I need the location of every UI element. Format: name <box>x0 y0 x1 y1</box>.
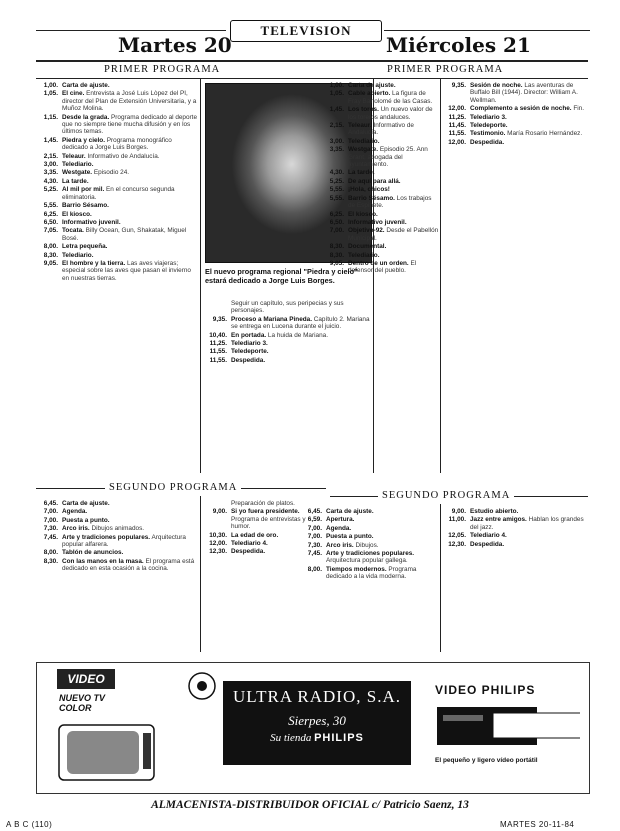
programme-entry <box>300 533 438 540</box>
programme-time: 8,00. <box>43 243 58 251</box>
programme-description: Informativo de Andalucía. <box>85 152 160 160</box>
programme-name: Cable abierto. <box>348 90 391 98</box>
programme-name: Telediario 4. <box>470 532 507 540</box>
wednesday-night-programme <box>444 82 588 147</box>
programme-time: 6,25. <box>43 210 58 218</box>
programme-entry <box>205 316 370 331</box>
photo-caption: El nuevo programa regional "Piedra y cielo" estará dedicado a Jorge Luis Borges. <box>205 267 358 285</box>
programme-name: Despedida. <box>470 540 505 548</box>
programme-description: Programa dedicado al deporte que no siempre tiene mucha difusión y en los últimos temas. <box>62 113 197 136</box>
programme-entry <box>36 169 198 176</box>
programme-time: 5,25. <box>329 177 344 185</box>
programme-entry <box>36 260 198 282</box>
programme-name: En portada. <box>231 331 267 339</box>
programme-time: 4,30. <box>329 169 344 177</box>
programme-description: Billy Ocean, Gun, Shakatak, Miguel Bosé. <box>62 227 187 242</box>
programme-description: Programa monográfico dedicado a Jorge Luis Borges. <box>62 136 172 152</box>
programme-time: 3,35. <box>329 146 344 154</box>
programme-time: 1,00. <box>43 82 58 89</box>
programme-time: 12,00. <box>209 540 227 548</box>
section-primer-right: PRIMER PROGRAMA <box>383 64 507 75</box>
programme-name: Objetivo-92. <box>348 227 385 235</box>
wednesday-first-programme <box>322 82 439 276</box>
programme-entry <box>205 348 370 355</box>
programme-name: Tiempos modernos. <box>326 565 387 573</box>
programme-entry <box>36 178 198 185</box>
programme-name: Teleaur. <box>62 152 86 160</box>
programme-entry <box>300 542 438 549</box>
programme-entry <box>322 195 439 210</box>
programme-entry <box>322 227 439 242</box>
programme-name: Despedida. <box>470 138 505 146</box>
programme-time: 7,45. <box>43 533 58 541</box>
programme-description: En el concurso segunda eliminatoria. <box>62 186 175 201</box>
programme-time: 10,40. <box>209 331 227 339</box>
programme-entry <box>36 137 198 152</box>
programme-description: La huida de Mariana. <box>266 331 328 339</box>
day-title-right: Miércoles 21 <box>386 33 531 57</box>
programme-name: Arco iris. <box>326 541 354 549</box>
programme-entry <box>322 252 439 259</box>
programme-description: Entrevista a José Luis Lòpez del PI, director del Plan de Extensión Universitaria, y a Muñoz Molina. <box>62 90 197 113</box>
programme-time: 1,45. <box>329 106 344 114</box>
programme-time: 10,30. <box>209 531 227 539</box>
programme-time: 5,55. <box>329 194 344 202</box>
programme-name: Proceso a Mariana Pineda. <box>231 315 312 323</box>
programme-entry <box>36 153 198 160</box>
programme-time: 3,35. <box>43 169 58 177</box>
programme-name: Agenda. <box>62 508 88 516</box>
programme-entry <box>36 161 198 168</box>
programme-description: Capítulo 2. Mariana se entrega en Lucena durante el juicio. <box>231 315 370 331</box>
programme-time: 1,05. <box>329 90 344 98</box>
programme-time: 12,30. <box>448 540 466 548</box>
programme-name: Complemento a sesión de noche. <box>470 105 572 113</box>
programme-entry <box>322 90 439 105</box>
programme-description: Episodio 25. Ann Grant, abogada del ayuntamiento. <box>348 146 428 169</box>
programme-entry <box>444 114 588 121</box>
programme-entry <box>322 106 439 121</box>
programme-name: La tarde. <box>62 177 89 185</box>
programme-time: 11,55. <box>448 130 466 138</box>
programme-name: Informativo juvenil. <box>348 218 407 226</box>
programme-entry <box>205 300 370 315</box>
programme-description: Las aventuras de Buffalo Bill (1944). Director: William A. Wellman. <box>470 82 578 104</box>
programme-entry <box>322 122 439 137</box>
programme-time: 6,50. <box>329 218 344 226</box>
programme-name: Westgate. <box>348 146 379 154</box>
programme-name: La edad de oro. <box>231 531 279 539</box>
programme-entry <box>322 146 439 168</box>
programme-time: 7,30. <box>43 525 58 533</box>
programme-entry <box>444 82 588 104</box>
programme-entry <box>322 260 439 275</box>
programme-name: El kiosco. <box>62 210 92 218</box>
programme-name: Arco iris. <box>62 525 90 533</box>
programme-time: 8,30. <box>43 557 58 565</box>
programme-entry <box>36 252 198 259</box>
programme-entry <box>36 202 198 209</box>
programme-time: 9,00. <box>212 508 227 516</box>
programme-time: 1,15. <box>43 113 58 121</box>
programme-time: 11,00. <box>448 516 466 524</box>
ultra-radio-name: ULTRA RADIO, S.A. <box>233 687 401 706</box>
programme-description: El defensor del pueblo. <box>348 259 417 275</box>
programme-time: 3,00. <box>43 161 58 169</box>
programme-time: 5,55. <box>43 202 58 210</box>
programme-entry <box>300 566 438 581</box>
tienda-label: Su tienda <box>270 732 312 744</box>
programme-time: 8,30. <box>329 243 344 251</box>
programme-description: Las aves viajeras; especial sobre las aves que pasan el invierno en nuestras tierras. <box>62 259 191 282</box>
programme-description: Programa dedicado a la vida moderna. <box>326 565 417 581</box>
programme-description: Episodio 24. <box>92 169 130 177</box>
programme-time: 1,00. <box>329 82 344 89</box>
video-philips-title: VIDEO PHILIPS <box>435 683 536 697</box>
programme-entry <box>444 516 588 531</box>
programme-name: Arte y tradiciones populares. <box>62 533 151 541</box>
programme-name: Telediario 3. <box>231 340 268 348</box>
programme-time: 8,00. <box>307 565 322 573</box>
programme-name: Desde la grada. <box>62 113 110 121</box>
programme-name: Telediario. <box>348 137 380 145</box>
programme-entry <box>36 517 198 524</box>
programme-entry <box>322 178 439 185</box>
programme-name: Carta de ajuste. <box>348 82 396 89</box>
programme-time: 11,25. <box>448 113 466 121</box>
programme-name: Carta de ajuste. <box>326 508 374 515</box>
programme-time: 5,25. <box>43 186 58 194</box>
programme-name: Jazz entre amigos. <box>470 516 527 524</box>
video-logo: VIDEO <box>57 669 115 689</box>
programme-name: Apertura. <box>326 516 355 524</box>
programme-description: Seguir un capítulo, sus peripecias y sus personajes. <box>231 300 344 315</box>
programme-entry <box>300 525 438 532</box>
programme-time: 8,30. <box>329 251 344 259</box>
programme-time: 7,00. <box>307 533 322 541</box>
store-address: Sierpes, 30 <box>288 713 346 728</box>
programme-name: Arte y tradiciones populares. <box>326 550 415 558</box>
programme-time: 6,25. <box>329 210 344 218</box>
programme-name: Sesión de noche. <box>470 82 523 89</box>
programme-time: 11,55. <box>209 356 227 364</box>
programme-name: Letra pequeña. <box>62 243 108 251</box>
programme-entry <box>36 186 198 201</box>
programme-description: Un nuevo valor de los toreros andaluces. <box>348 106 433 121</box>
programme-entry <box>36 525 198 532</box>
programme-name: Dentro de un orden. <box>348 259 409 267</box>
programme-time: 1,05. <box>43 90 58 98</box>
programme-entry <box>36 549 198 556</box>
programme-name: Testimonio. <box>470 130 506 138</box>
programme-entry <box>444 532 588 539</box>
programme-description: Hablan los grandes del jazz. <box>470 516 584 531</box>
programme-time: 12,05. <box>448 532 466 540</box>
programme-time: 2,15. <box>329 122 344 130</box>
programme-name: Puesta a punto. <box>326 533 374 541</box>
programme-entry <box>322 138 439 145</box>
programme-time: 7,00. <box>43 516 58 524</box>
programme-description: Desde el Pabellón Municipal. <box>348 227 439 242</box>
section-segundo-left: SEGUNDO PROGRAMA <box>105 482 241 493</box>
programme-description: Arquitectura popular alfarera. <box>62 533 186 549</box>
programme-entry <box>205 332 370 339</box>
day-title-left: Martes 20 <box>118 33 232 57</box>
tuesday-first-programme <box>36 82 198 283</box>
programme-time: 12,00. <box>448 105 466 113</box>
programme-name: Al mil por mil. <box>62 186 105 194</box>
programme-entry <box>36 90 198 112</box>
programme-name: Si yo fuera presidente. <box>231 508 300 516</box>
programme-description: Dibujos. <box>353 541 379 549</box>
vcr-icon <box>435 703 580 753</box>
programme-time: 11,45. <box>448 122 466 130</box>
tv-set-icon <box>57 721 187 785</box>
programme-name: El cine. <box>62 90 85 98</box>
programme-description: Los trabajos de Espinete. <box>348 194 432 210</box>
philips-brand: PHILIPS <box>314 732 364 744</box>
tuesday-evening-programme <box>205 300 370 365</box>
nuevo-tv-color: NUEVO TV COLOR <box>59 693 106 713</box>
crest-icon <box>187 669 217 703</box>
programme-entry <box>444 130 588 137</box>
programme-entry <box>36 558 198 573</box>
programme-time: 7,00. <box>307 524 322 532</box>
programme-time: 8,30. <box>43 251 58 259</box>
wednesday-second-programme <box>300 508 438 582</box>
programme-name: Barrio Sésamo. <box>62 202 109 210</box>
programme-description: Dibujos animados. <box>89 525 145 533</box>
programme-name: Piedra y cielo. <box>62 136 105 144</box>
programme-name: El hombre y la tierra. <box>62 259 126 267</box>
programme-name: Telediario 3. <box>470 113 507 121</box>
programme-name: Telediario. <box>62 251 94 259</box>
programme-entry <box>300 516 438 523</box>
programme-entry <box>300 550 438 565</box>
programme-description: Programa de entrevistas y humor. <box>231 515 306 531</box>
programme-name: Despedida. <box>231 548 266 556</box>
advertisement <box>36 662 590 794</box>
programme-time: 7,00. <box>329 227 344 235</box>
programme-entry <box>322 82 439 89</box>
programme-name: Carta de ajuste. <box>62 82 110 89</box>
programme-entry <box>444 541 588 548</box>
programme-description: Preparación de platos. <box>231 500 295 507</box>
programme-entry <box>36 219 198 226</box>
programme-name: Estudio abierto. <box>470 508 519 515</box>
programme-description: Informativo de Andalucía. <box>348 122 414 137</box>
programme-name: Los toros. <box>348 106 379 114</box>
programme-entry <box>444 105 588 112</box>
programme-time: 9,05. <box>43 259 58 267</box>
programme-name: Telediario 4. <box>231 540 268 548</box>
programme-entry <box>205 500 325 507</box>
programme-time: 6,45. <box>307 508 322 515</box>
programme-entry <box>36 243 198 250</box>
programme-time: 1,45. <box>43 136 58 144</box>
programme-time: 7,30. <box>307 541 322 549</box>
programme-time: 5,55. <box>329 186 344 194</box>
programme-name: Documental. <box>348 243 387 251</box>
page-footer-left: A B C (110) <box>6 820 53 829</box>
programme-name: El kiosco. <box>348 210 378 218</box>
programme-name: Tablón de anuncios. <box>62 549 124 557</box>
programme-time: 3,00. <box>329 137 344 145</box>
programme-time: 6,59. <box>307 516 322 524</box>
programme-entry <box>36 82 198 89</box>
programme-entry <box>300 508 438 515</box>
programme-entry <box>36 211 198 218</box>
programme-name: De aquí para allá. <box>348 177 401 185</box>
programme-time <box>205 500 231 507</box>
programme-name: Tocata. <box>62 227 84 235</box>
programme-time: 9,05. <box>329 259 344 267</box>
ultra-radio-box <box>223 681 411 765</box>
programme-entry <box>36 500 198 507</box>
programme-description: María Rosario Hernández. <box>505 130 583 138</box>
programme-name: Barrio Sésamo. <box>348 194 395 202</box>
programme-time: 8,00. <box>43 549 58 557</box>
programme-name: Westgate. <box>62 169 93 177</box>
programme-time: 7,00. <box>43 508 58 516</box>
programme-name: Con las manos en la masa. <box>62 557 144 565</box>
programme-time: 9,00. <box>451 508 466 515</box>
programme-entry <box>444 139 588 146</box>
programme-time: 4,30. <box>43 177 58 185</box>
programme-name: Informativo juvenil. <box>62 218 121 226</box>
programme-entry <box>36 227 198 242</box>
programme-entry <box>322 243 439 250</box>
programme-time: 9,35. <box>212 315 227 323</box>
programme-entry <box>205 357 370 364</box>
programme-name: Teledeporte. <box>231 348 269 356</box>
programme-description: La figura de Fray Bartolomé de las Casas. <box>348 90 433 105</box>
programme-name: Puesta a punto. <box>62 516 110 524</box>
section-segundo-right: SEGUNDO PROGRAMA <box>378 490 514 501</box>
programme-time: 9,35. <box>451 82 466 89</box>
programme-entry <box>444 122 588 129</box>
programme-name: ¡Hola, chicos! <box>348 186 390 194</box>
programme-time: 11,25. <box>209 340 227 348</box>
programme-name: Teleaur. <box>348 122 372 130</box>
programme-name: Telediario. <box>62 161 94 169</box>
programme-description: Arquitectura popular gallega. <box>326 557 408 565</box>
section-title: TELEVISION <box>230 20 382 42</box>
programme-description: El programa está dedicado en esta ocasión a la cocina. <box>62 557 195 573</box>
programme-entry <box>36 508 198 515</box>
programme-entry <box>36 534 198 549</box>
video-tagline: El pequeño y ligero vídeo portátil <box>435 757 538 764</box>
programme-time: 6,45. <box>43 500 58 507</box>
programme-time: 2,15. <box>43 152 58 160</box>
programme-name: Carta de ajuste. <box>62 500 110 507</box>
programme-time: 7,05. <box>43 227 58 235</box>
programme-entry <box>322 219 439 226</box>
programme-name: Despedida. <box>231 356 266 364</box>
programme-time: 12,30. <box>209 548 227 556</box>
wednesday-second-programme-late <box>444 508 588 549</box>
programme-name: Agenda. <box>326 524 352 532</box>
programme-description: Fin. <box>571 105 584 113</box>
programme-name: La tarde. <box>348 169 375 177</box>
programme-name: Telediario. <box>348 251 380 259</box>
tuesday-second-programme <box>36 500 198 574</box>
programme-time: 12,00. <box>448 138 466 146</box>
programme-time: 11,55. <box>209 348 227 356</box>
page-footer-right: MARTES 20-11-84 <box>500 820 575 829</box>
programme-entry <box>322 211 439 218</box>
programme-time: 7,45. <box>307 550 322 558</box>
programme-entry <box>36 114 198 136</box>
programme-time <box>205 300 231 315</box>
section-primer-left: PRIMER PROGRAMA <box>100 64 224 75</box>
programme-name: Teledeporte. <box>470 122 508 130</box>
programme-entry <box>205 340 370 347</box>
programme-entry <box>322 186 439 193</box>
distributor-line: ALMACENISTA-DISTRIBUIDOR OFICIAL c/ Patricio Saenz, 13 <box>151 799 469 811</box>
programme-entry <box>444 508 588 515</box>
programme-time: 6,50. <box>43 218 58 226</box>
programme-entry <box>322 169 439 176</box>
